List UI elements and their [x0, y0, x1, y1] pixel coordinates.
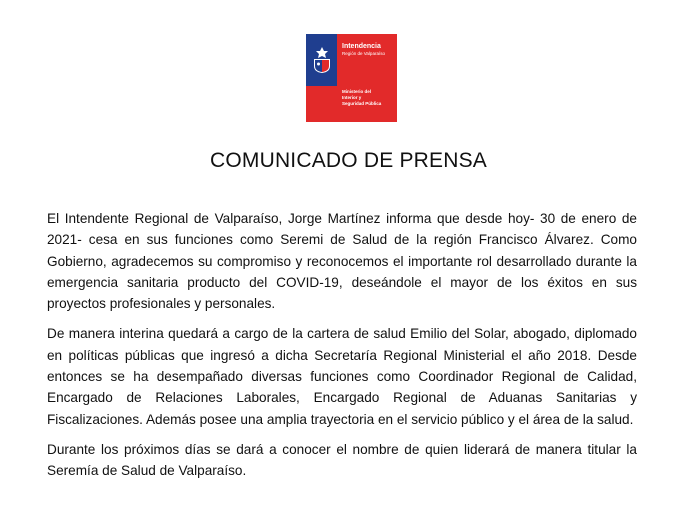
logo-ministry-line-1: Ministerio del [342, 89, 372, 94]
logo-ministry-text [342, 89, 381, 107]
logo-red-strip [306, 86, 337, 122]
logo-name: Intendencia [342, 43, 381, 50]
paragraph-3: Durante los próximos días se dará a conocer el nombre de quien liderará de manera titular la Seremía de Salud de Valparaíso. [47, 441, 637, 479]
paragraph-2: De manera interina quedará a cargo de la cartera de salud Emilio del Solar, abogado, diplomado en políticas públicas que ingresó a dicha Secretaría Regional Ministerial el año 2018. Desde entonces se ha desempañado diversas funciones como Coordinador Regional de Calidad, Encargado de Relaciones Laborales, Encargado Regional de Aduanas Sanitarias y Fiscalizaciones. Además posee una amplia trayectoria en el servicio público y el área de la salud. [47, 326, 637, 427]
logo-top-text [342, 43, 385, 57]
logo-ministry-line-3: Seguridad Pública [342, 101, 382, 106]
logo-region: Región de Valparaíso [342, 51, 385, 56]
logo-right-panel [337, 34, 397, 122]
press-release-body [47, 208, 637, 491]
logo-ministry-line-2: Interior y [342, 95, 362, 100]
coat-of-arms-icon [310, 46, 334, 74]
paragraph-1: El Intendente Regional de Valparaíso, Jorge Martínez informa que desde hoy- 30 de enero de 2021- cesa en sus funciones como Seremi de Salud de la región Francisco Álvarez. Como Gobierno, agradecemos su compromiso y reconocemos el importante rol desarrollado durante la emergencia sanitaria producto del COVID-19, deseándole el mayor de los éxitos en sus proyectos profesionales y personales. [47, 211, 637, 312]
logo-left-panel [306, 34, 337, 122]
logo-blue-block [306, 34, 337, 86]
page-title: COMUNICADO DE PRENSA [209, 149, 488, 172]
intendencia-logo [306, 34, 397, 122]
